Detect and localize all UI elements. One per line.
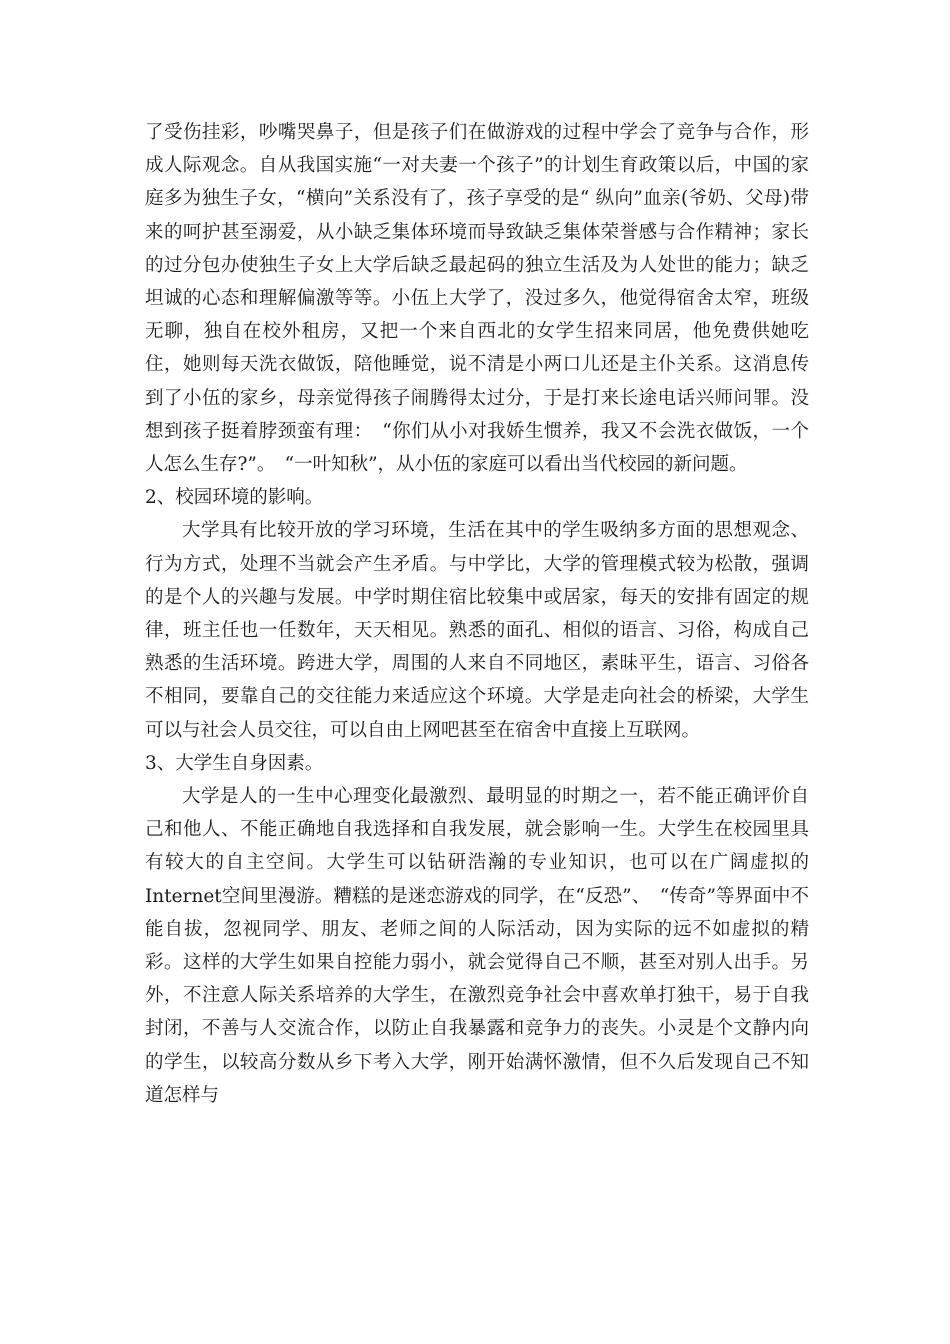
paragraph-personal-factors: 大学是人的一生中心理变化最激烈、最明显的时期之一，若不能正确评价自己和他人、不能正确地自我选择和自我发展，就会影响一生。大学生在校园里具有较大的自主空间。大学生可以钻研浩瀚的专业知识，也可以在广阔虚拟的Internet空间里漫游。糟糕的是迷恋游戏的同学，在“反恐”、 “传奇”等界面中不能自拔，忽视同学、朋友、老师之间的人际活动，因为实际的远不如虚拟的精彩。这样的大学生如果自控能力弱小，就会觉得自己不顺，甚至对别人出手。另外，不注意人际关系培养的大学生，在激烈竞争社会中喜欢单打独干，易于自我封闭，不善与人交流合作，以防止自我暴露和竞争力的丧失。小灵是个文静内向的学生，以较高分数从乡下考入大学，刚开始满怀激情，但不久后发现自己不知道怎样与 [145, 786, 809, 1106]
paragraph-campus-environment: 大学具有比较开放的学习环境，生活在其中的学生吸纳多方面的思想观念、行为方式，处理不当就会产生矛盾。与中学比，大学的管理模式较为松散，强调的是个人的兴趣与发展。中学时期住宿比较集中或居家，每天的安排有固定的规律，班主任也一任数年，天天相见。熟悉的面孔、相似的语言、习俗，构成自己熟悉的生活环境。跨进大学，周围的人来自不同地区，素昧平生，语言、习俗各不相同，要靠自己的交往能力来适应这个环境。大学是走向社会的桥梁，大学生可以与社会人员交往，可以自由上网吧甚至在宿舍中直接上互联网。 [145, 520, 809, 741]
section-heading-personal-factors: 3、大学生自身因素。 [145, 752, 324, 774]
document-page [145, 116, 809, 1112]
paragraph-family-background: 了受伤挂彩，吵嘴哭鼻子，但是孩子们在做游戏的过程中学会了竞争与合作，形成人际观念。自从我国实施“一对夫妻一个孩子”的计划生育政策以后，中国的家庭多为独生子女，“横向”关系没有了，孩子享受的是“ 纵向”血亲(爷奶、父母)带来的呵护甚至溺爱，从小缺乏集体环境而导致缺乏集体荣誉感与合作精神；家长的过分包办使独生子女上大学后缺乏最起码的独立生活及为人处世的能力；缺乏坦诚的心态和理解偏激等等。小伍上大学了，没过多久，他觉得宿舍太窄，班级无聊，独自在校外租房，又把一个来自西北的女学生招来同居，他免费供她吃住，她则每天洗衣做饭，陪他睡觉，说不清是小两口儿还是主仆关系。这消息传到了小伍的家乡，母亲觉得孩子闹腾得太过分，于是打来长途电话兴师问罪。没想到孩子挺着脖颈蛮有理： “你们从小对我娇生惯养，我又不会洗衣做饭，一个人怎么生存?”。 “一叶知秋”，从小伍的家庭可以看出当代校园的新问题。 [145, 122, 809, 476]
section-heading-campus-environment: 2、校园环境的影响。 [145, 487, 324, 509]
